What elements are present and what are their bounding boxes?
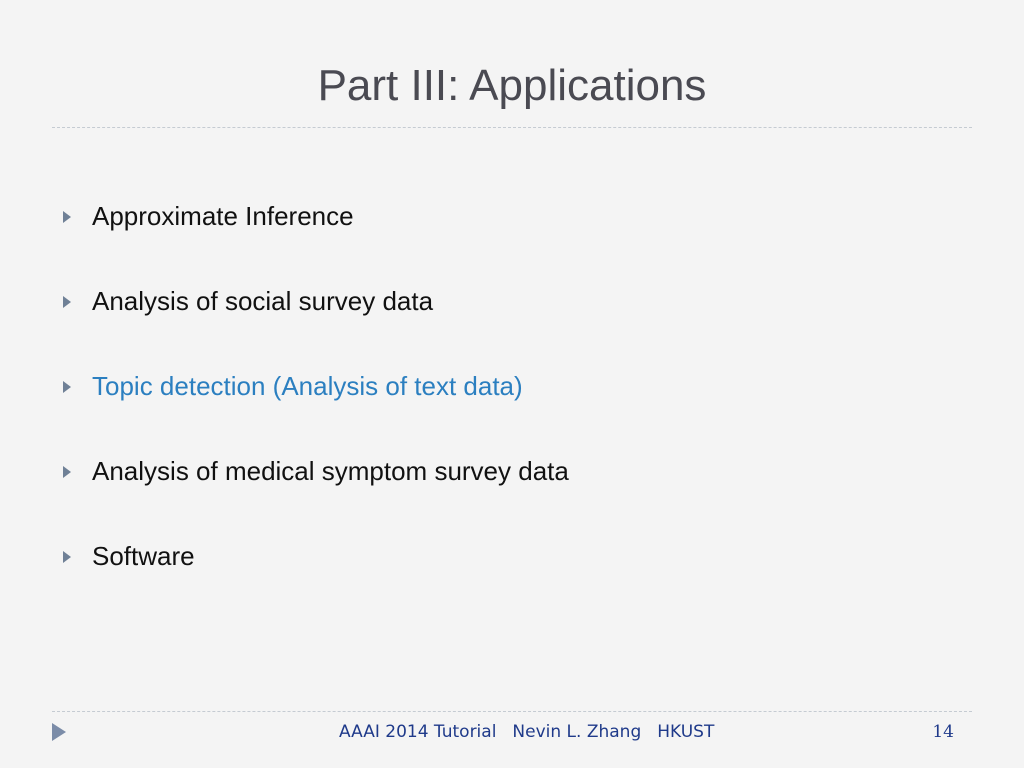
title-divider — [52, 127, 972, 128]
triangle-right-icon — [62, 295, 72, 309]
triangle-right-icon — [62, 465, 72, 479]
slide-title: Part III: Applications — [317, 61, 707, 110]
bullet-text-highlighted: Topic detection (Analysis of text data) — [92, 371, 523, 401]
bullet-text: Approximate Inference — [92, 201, 354, 231]
triangle-right-icon — [62, 550, 72, 564]
footer-event: AAAI 2014 Tutorial — [339, 722, 497, 742]
bullet-text: Analysis of social survey data — [92, 286, 434, 316]
page-number: 14 — [932, 722, 954, 742]
triangle-right-icon — [51, 722, 67, 742]
bullet-text: Analysis of medical symptom survey data — [92, 456, 569, 486]
triangle-right-icon — [62, 380, 72, 394]
footer-author: Nevin L. Zhang — [512, 722, 642, 742]
footer-affiliation: HKUST — [657, 722, 715, 742]
footer-divider — [52, 711, 972, 712]
triangle-right-icon — [62, 210, 72, 224]
bullet-text: Software — [92, 541, 195, 571]
footer-credits — [339, 720, 714, 744]
